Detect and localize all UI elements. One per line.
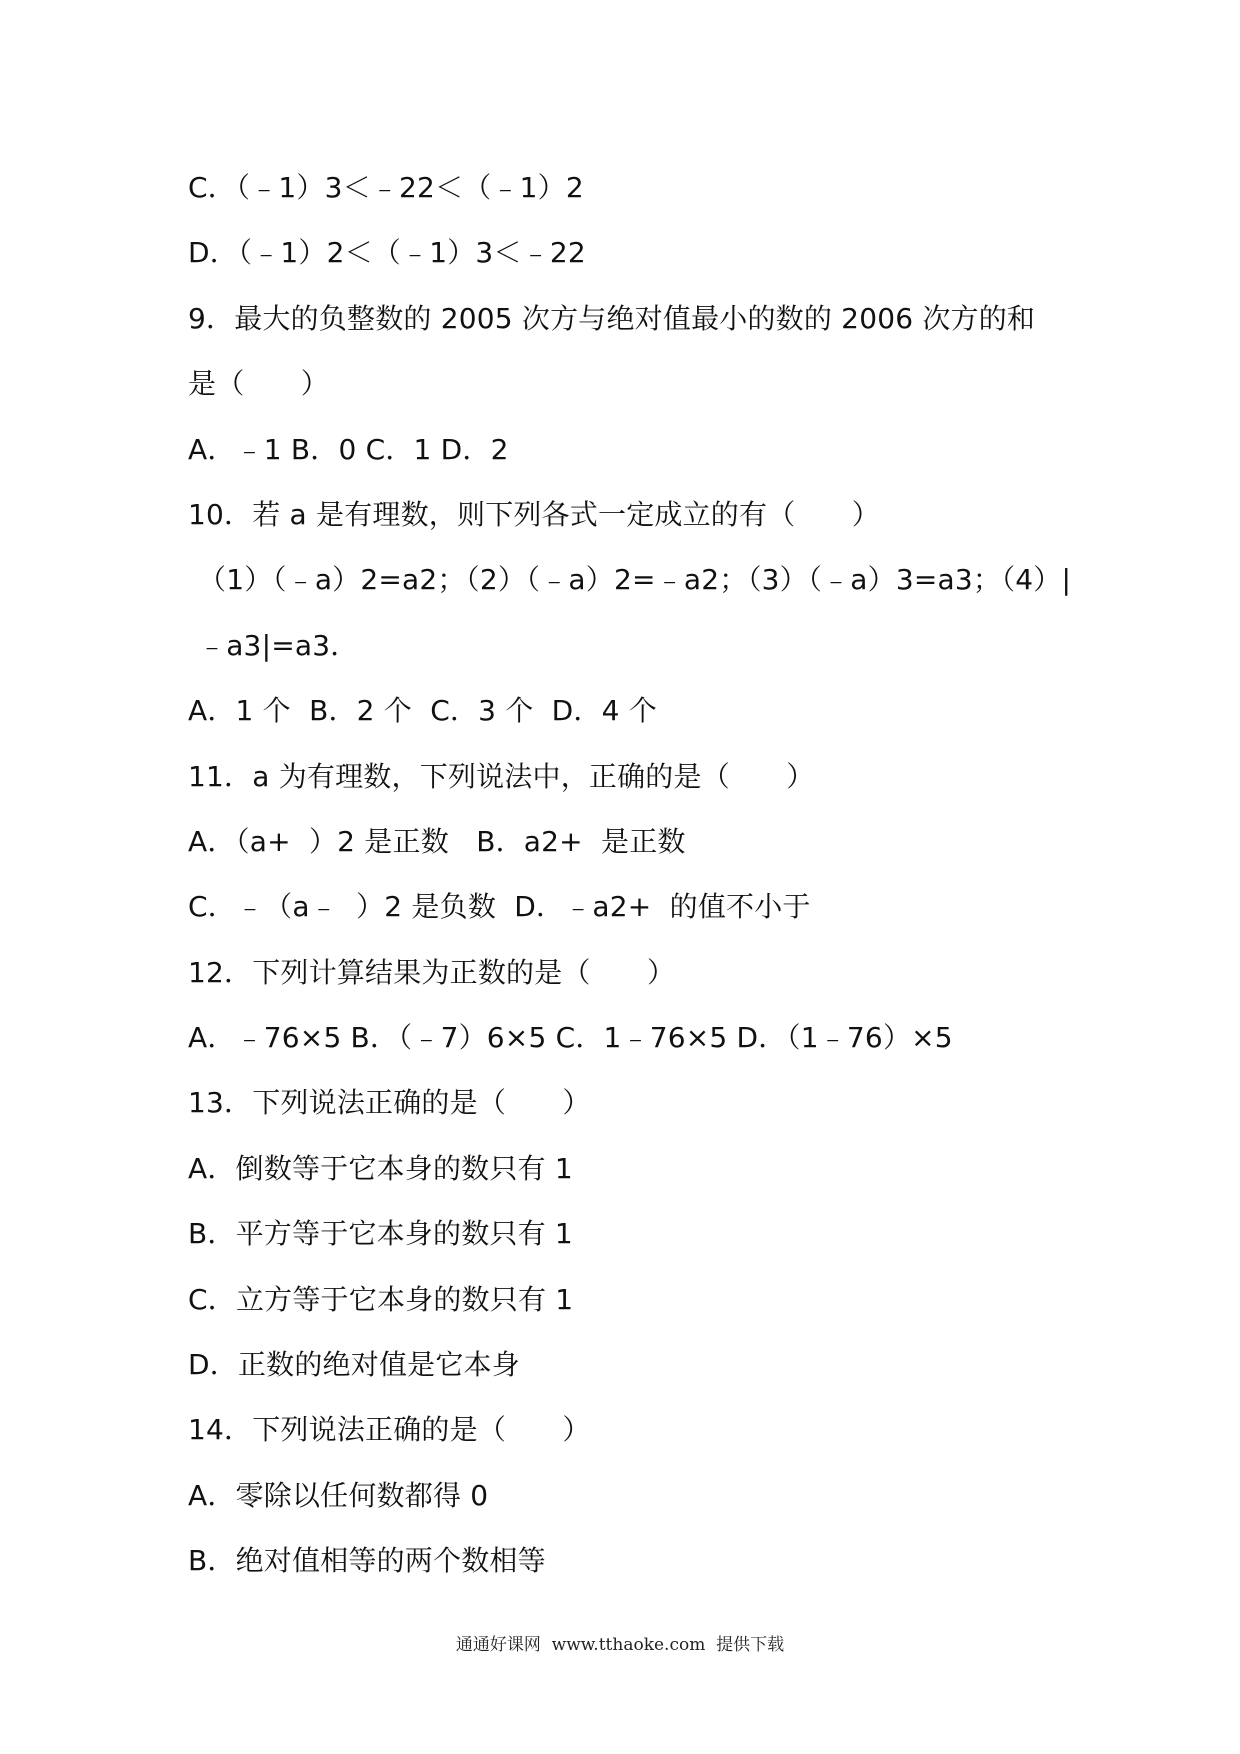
question-13-option-d: D．正数的绝对值是它本身 [188,1348,520,1382]
question-12-stem: 12．下列计算结果为正数的是（ ） [188,955,676,989]
question-11-options-cd: C．﹣（a﹣ ）2 是负数 D．﹣a2+ 的值不小于 [188,890,811,924]
question-9-stem: 9．最大的负整数的 2005 次方与绝对值最小的数的 2006 次方的和 [188,301,1036,335]
question-13-option-c: C．立方等于它本身的数只有 1 [188,1282,574,1316]
question-13-option-b: B．平方等于它本身的数只有 1 [188,1217,573,1251]
question-14-stem: 14．下列说法正确的是（ ） [188,1413,591,1447]
question-13-option-a: A．倒数等于它本身的数只有 1 [188,1151,573,1185]
option-c-q8: C．（﹣1）3＜﹣22＜（﹣1）2 [188,171,584,204]
question-13-stem: 13．下列说法正确的是（ ） [188,1086,591,1120]
question-12-options: A．﹣76×5 B．（﹣7）6×5 C．1﹣76×5 D．（1﹣76）×5 [188,1021,953,1055]
question-10-statements: （1）（﹣a）2=a2；（2）（﹣a）2=﹣a2；（3）（﹣a）3=a3；（4）| [198,563,1072,597]
question-9-options: A．﹣1 B．0 C．1 D．2 [188,432,509,466]
question-14-option-a: A．零除以任何数都得 0 [188,1478,489,1512]
question-11-stem: 11．a 为有理数，下列说法中，正确的是（ ） [188,759,815,793]
question-10-options: A．1 个 B．2 个 C．3 个 D．4 个 [188,694,657,728]
question-14-option-b: B．绝对值相等的两个数相等 [188,1544,546,1578]
question-10-statements-cont: ﹣a3|=a3． [198,628,359,662]
page-footer: 通通好课网 www.tthaoke.com 提供下载 [455,1635,785,1655]
question-text [188,155,1072,1594]
question-9-stem-cont: 是（ ） [188,367,330,401]
question-11-options-ab: A．（a+ ）2 是正数 B．a2+ 是正数 [188,824,686,858]
option-d-q8: D．（﹣1）2＜（﹣1）3＜﹣22 [188,236,586,270]
question-10-stem: 10．若 a 是有理数，则下列各式一定成立的有（ ） [188,497,880,531]
